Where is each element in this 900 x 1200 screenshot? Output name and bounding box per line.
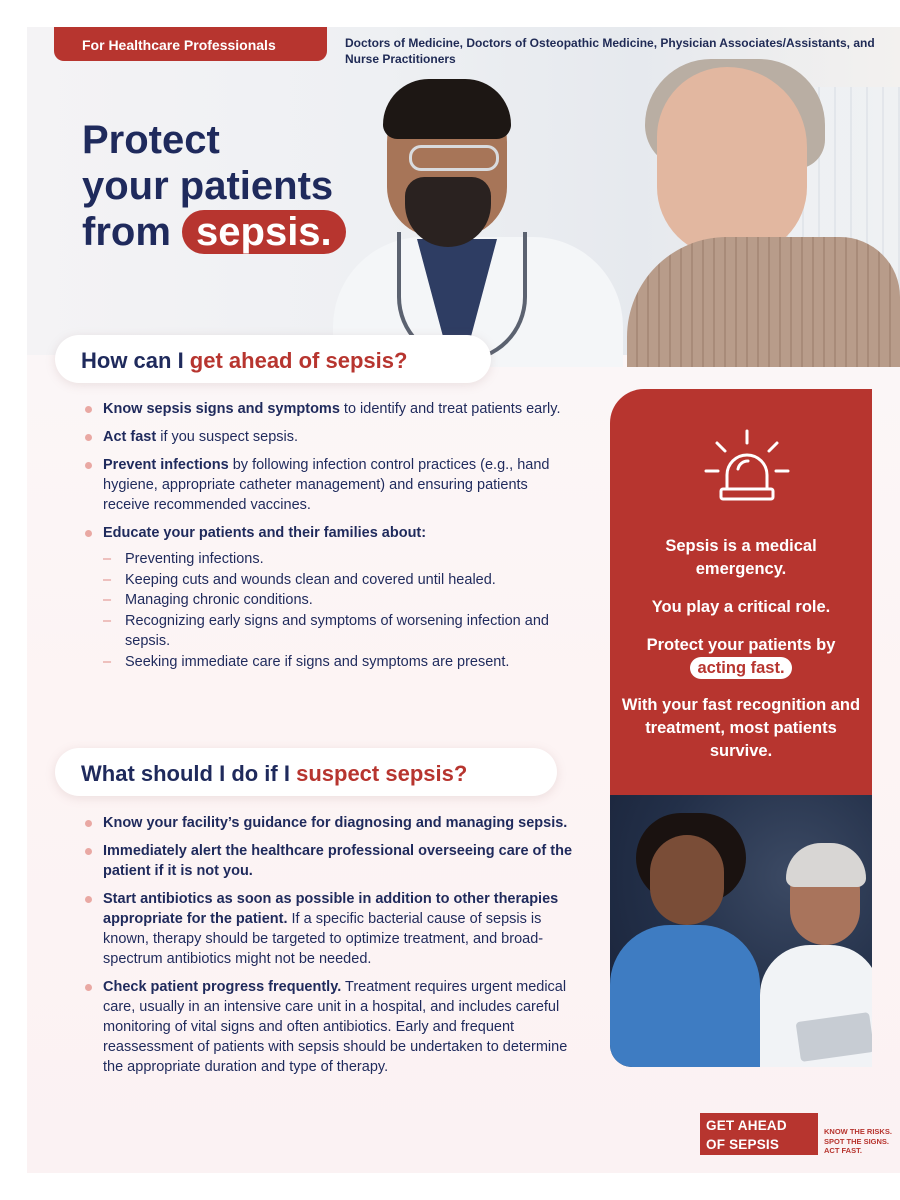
patient-face <box>657 67 807 257</box>
callout-highlight: acting fast. <box>690 657 791 679</box>
heading-text: What should I do if I <box>81 761 297 786</box>
doctor-glasses <box>409 145 499 171</box>
audience-tab: For Healthcare Professionals <box>54 27 327 61</box>
list-item: Start antibiotics as soon as possible in addition to other therapies appropriate for the patient. If a specific bacterial cause of sepsis is known, therapy should be targeted to optimize treatment, and broad-spectrum antibiotics might not be needed. <box>83 889 573 969</box>
list-item: Know your facility’s guidance for diagnosing and managing sepsis. <box>83 813 573 833</box>
callout-line-4: With your fast recognition and treatment, most patients survive. <box>621 696 861 760</box>
title-highlight: sepsis. <box>182 210 346 254</box>
suspect-sepsis-list <box>83 813 573 1085</box>
callout-line-1: Sepsis is a medical emergency. <box>665 537 817 578</box>
doctor-hair <box>383 79 511 139</box>
clinicians-photo <box>610 795 872 1067</box>
heading-highlight: suspect sepsis? <box>296 761 468 786</box>
title-line-1: Protect <box>82 118 220 162</box>
list-item: Educate your patients and their families about: – Preventing infections. – Keeping cuts and wounds clean and covered until healed. – Managing chronic conditions. – Recognizing early signs and symptoms of worsening infection and sepsis. – Seeking immediate care if signs and symptoms are present. <box>83 523 563 672</box>
title-line-3 <box>82 209 346 255</box>
sub-list-item: – Keeping cuts and wounds clean and covered until healed. <box>103 570 563 591</box>
get-ahead-logo: GET AHEAD OF SEPSIS <box>700 1113 818 1155</box>
list-item: Know sepsis signs and symptoms to identify and treat patients early. <box>83 399 563 419</box>
sub-list-item: – Preventing infections. <box>103 549 563 570</box>
nurse-scrubs <box>610 925 760 1067</box>
page-title <box>82 117 346 255</box>
list-item: Act fast if you suspect sepsis. <box>83 427 563 447</box>
section-heading-suspect <box>55 748 557 796</box>
get-ahead-list <box>83 399 563 680</box>
callout-line-2: You play a critical role. <box>651 598 831 616</box>
sub-list-item: – Recognizing early signs and symptoms of worsening infection and sepsis. <box>103 611 563 652</box>
sub-list-item: – Managing chronic conditions. <box>103 590 563 611</box>
callout-line-3: Protect your patients by acting fast. <box>646 636 836 677</box>
siren-icon <box>702 427 792 507</box>
title-line-2: your patients <box>82 164 334 208</box>
nurse-face <box>650 835 724 925</box>
heading-highlight: get ahead of sepsis? <box>189 348 408 373</box>
patient-sweater <box>627 237 900 367</box>
list-item: Immediately alert the healthcare professional overseeing care of the patient if it is not you. <box>83 841 573 881</box>
list-item: Prevent infections by following infection control practices (e.g., hand hygiene, appropriate catheter management) and ensuring patients receive recommended vaccines. <box>83 455 563 515</box>
list-item: Check patient progress frequently. Treatment requires urgent medical care, usually in an intensive care unit in a hospital, and includes careful monitoring of vital signs and often antibiotics. Early and frequent reassessment of patients with sepsis should be undertaken to determine the appropriate duration and type of therapy. <box>83 977 573 1077</box>
section-heading-get-ahead <box>55 335 491 383</box>
logo-tagline: KNOW THE RISKS. SPOT THE SIGNS. ACT FAST. <box>824 1127 892 1155</box>
heading-text: How can I <box>81 348 190 373</box>
fact-sheet-page <box>27 27 900 1173</box>
title-from: from <box>82 210 171 254</box>
physician-hair <box>786 843 866 887</box>
emergency-callout <box>610 389 872 795</box>
education-sublist <box>103 549 563 672</box>
sub-list-item: – Seeking immediate care if signs and symptoms are present. <box>103 652 563 673</box>
audience-list: Doctors of Medicine, Doctors of Osteopathic Medicine, Physician Associates/Assistants, and Nurse Practitioners <box>345 36 875 66</box>
